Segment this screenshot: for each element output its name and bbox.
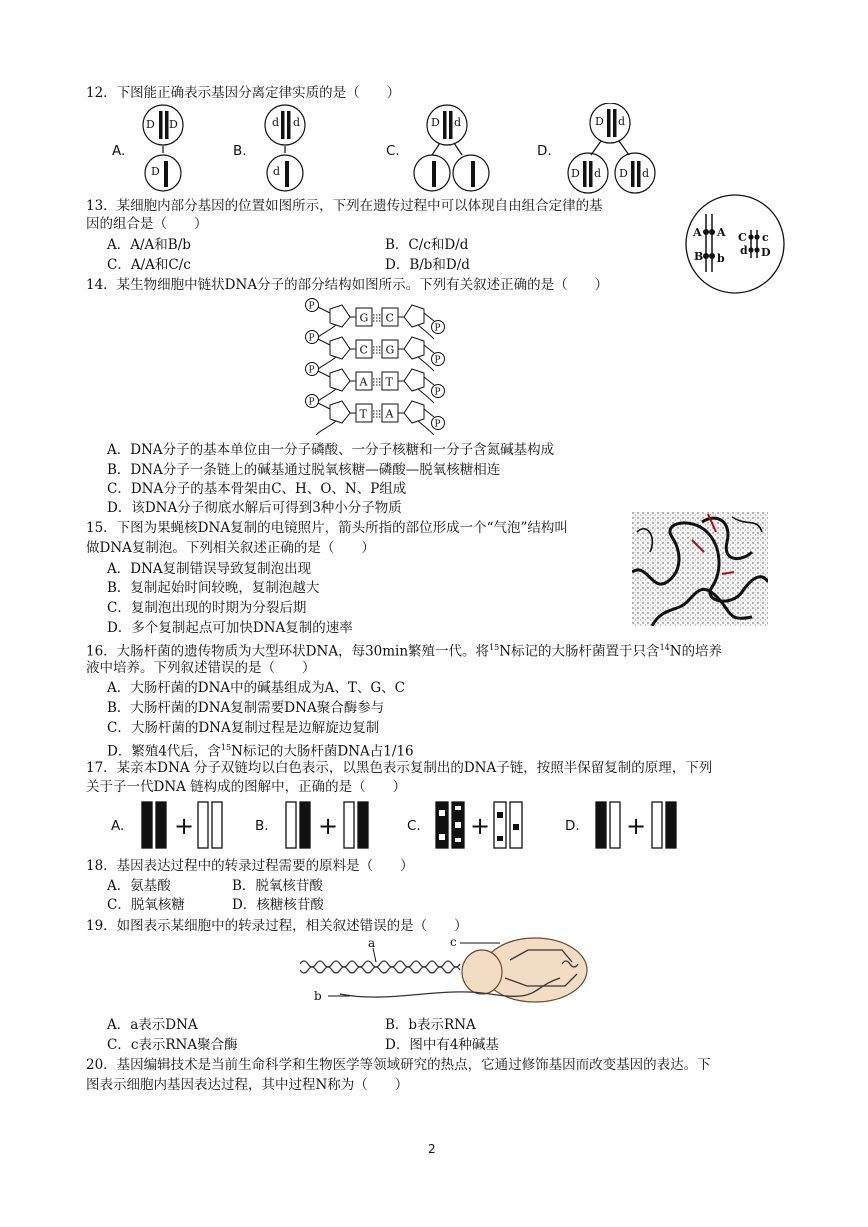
q12-figure	[125, 103, 685, 195]
q14-dna-structure	[300, 295, 450, 435]
q12-label-d-top-right: d	[618, 115, 626, 128]
q14-option-b[interactable]: B．DNA分子一条链上的碱基通过脱氧核糖—磷酸—脱氧核糖相连	[107, 462, 501, 478]
base-right-label: G	[385, 343, 395, 357]
hydrogen-bond	[373, 315, 381, 321]
q17-plus-a: +	[174, 812, 195, 840]
hydrogen-bond	[373, 347, 381, 353]
q12-label-b-top-left: d	[272, 116, 280, 129]
q15-option-c[interactable]: C．复制泡出现的时期为分裂后期	[107, 600, 307, 616]
deoxyribose-left	[330, 369, 350, 391]
q16-stem-line2: 液中培养。下列叙述错误的是（ ）	[86, 660, 316, 676]
q12-label-d-br-right: d	[642, 167, 650, 180]
page-number: 2	[428, 1142, 436, 1156]
q13-cell-figure	[680, 192, 790, 296]
hydrogen-bond	[373, 379, 381, 385]
q13-label-d2: D	[761, 246, 771, 259]
deoxyribose-left	[330, 337, 350, 359]
q15-option-d[interactable]: D．多个复制起点可加快DNA复制的速率	[107, 620, 353, 636]
q19-option-c[interactable]: C．c表示RNA聚合酶	[107, 1037, 238, 1053]
q13-label-b1: B	[694, 250, 704, 263]
q16-stem-part2: N标记的大肠杆菌置于只含	[499, 643, 660, 660]
q12-label-d-bl-right: d	[594, 167, 602, 180]
deoxyribose-right	[404, 401, 424, 423]
q12-stem: 12．下图能正确表示基因分离定律实质的是（ ）	[86, 85, 401, 101]
base-right-label: T	[385, 375, 393, 389]
phosphate-right-label: P	[434, 355, 441, 366]
base-left-label: G	[359, 311, 369, 325]
q17-option-b[interactable]: B.	[255, 818, 269, 834]
q13-stem-line1: 13．某细胞内部分基因的位置如图所示，下列在遗传过程中可以体现自由组合定律的基	[86, 198, 603, 214]
q14-stem: 14．某生物细胞中链状DNA分子的部分结构如图所示。下列有关叙述正确的是（ ）	[86, 277, 609, 293]
q13-label-c1: C	[738, 231, 747, 244]
q19-label-b: b	[314, 989, 322, 1003]
q18-option-d[interactable]: D．核糖核苷酸	[232, 897, 324, 913]
hydrogen-bond	[373, 411, 381, 417]
q19-transcription-figure	[300, 934, 590, 1010]
q13-stem-line2: 因的组合是（ ）	[86, 216, 208, 232]
q16-option-a[interactable]: A．大肠杆菌的DNA中的碱基组成为A、T、G、C	[107, 680, 406, 696]
phosphate-left-label: P	[308, 333, 315, 344]
q17-stem-line1: 17．某亲本DNA 分子双链均以白色表示，以黑色表示复制出的DNA子链，按照半保留复制的原理，下列	[86, 760, 713, 776]
q16-option-d[interactable]	[107, 739, 414, 761]
q16-sup-14: 14	[659, 643, 670, 652]
deoxyribose-right	[404, 369, 424, 391]
q17-option-d[interactable]: D.	[565, 818, 580, 834]
q13-option-b[interactable]: B．C/c和D/d	[385, 237, 469, 253]
base-right-label: C	[385, 311, 394, 325]
q12-label-a-top-right: D	[169, 118, 178, 131]
q17-stem-line2: 关于子一代DNA 链构成的图解中，正确的是（ ）	[86, 779, 407, 795]
phosphate-left-label: P	[308, 397, 315, 408]
phosphate-right-label: P	[434, 323, 441, 334]
q12-label-a-top-left: D	[146, 118, 155, 131]
q13-label-a2: A	[717, 226, 726, 239]
q14-option-c[interactable]: C．DNA分子的基本骨架由C、H、O、N、P组成	[107, 481, 407, 497]
q12-label-c-top-left: D	[431, 116, 440, 129]
q19-option-d[interactable]: D．图中有4种碱基	[385, 1037, 499, 1053]
q19-label-c: c	[450, 935, 457, 949]
q12-label-d-br-left: D	[619, 167, 628, 180]
base-left-label: T	[359, 407, 367, 421]
q20-stem-line2: 图表示细胞内基因表达过程，其中过程N称为（ ）	[86, 1077, 409, 1093]
q15-option-a[interactable]: A．DNA复制错误导致复制泡出现	[107, 561, 312, 577]
phosphate-left-label: P	[308, 301, 315, 312]
phosphate-right-label: P	[434, 419, 441, 430]
q15-em-photo	[632, 512, 768, 626]
q18-stem: 18．基因表达过程中的转录过程需要的原料是（ ）	[86, 858, 414, 874]
q16-option-d-part2: N标记的大肠杆菌DNA占1/16	[231, 743, 414, 760]
base-left-label: C	[359, 343, 368, 357]
phosphate-right-label: P	[434, 387, 441, 398]
q17-figure	[140, 800, 680, 850]
q15-option-b[interactable]: B．复制起始时间较晚，复制泡越大	[107, 580, 320, 596]
q16-stem-part1: 16．大肠杆菌的遗传物质为大型环状DNA，每30min繁殖一代。将	[86, 643, 490, 660]
q19-stem: 19．如图表示某细胞中的转录过程，相关叙述错误的是（ ）	[86, 918, 468, 934]
q17-plus-b: +	[318, 812, 339, 840]
deoxyribose-right	[404, 305, 424, 327]
q16-stem-part3: N的培养	[669, 643, 723, 660]
q16-stem-line1	[86, 639, 722, 661]
q18-option-c[interactable]: C．脱氧核糖	[107, 897, 185, 913]
q14-option-d[interactable]: D．该DNA分子彻底水解后可得到3种小分子物质	[107, 500, 402, 516]
q13-label-a1: A	[693, 226, 702, 239]
base-right-label: A	[385, 407, 394, 421]
q13-label-b2: b	[717, 252, 725, 265]
q13-label-d1: d	[740, 244, 748, 257]
q13-label-c2: c	[762, 231, 769, 244]
q13-option-c[interactable]: C．A/A和C/c	[107, 257, 191, 273]
base-left-label: A	[359, 375, 368, 389]
deoxyribose-left	[330, 305, 350, 327]
q15-stem-line1: 15．下图为果蝇核DNA复制的电镜照片，箭头所指的部位形成一个“气泡”结构叫	[86, 520, 568, 536]
phosphate-left-label: P	[308, 365, 315, 376]
q12-label-b-top-right: d	[293, 116, 301, 129]
q12-label-b-bottom: d	[273, 165, 281, 178]
q14-option-a[interactable]: A．DNA分子的基本单位由一分子磷酸、一分子核糖和一分子含氮碱基构成	[107, 442, 555, 458]
q13-option-d[interactable]: D．B/b和D/d	[385, 257, 470, 273]
q16-option-d-part1: D．繁殖4代后，含	[107, 743, 221, 760]
q12-label-a-bottom: D	[151, 165, 160, 178]
q16-sup-15: 15	[489, 643, 500, 652]
q19-option-b[interactable]: B．b表示RNA	[385, 1017, 476, 1033]
q17-option-c[interactable]: C.	[407, 818, 421, 834]
deoxyribose-left	[330, 401, 350, 423]
q18-option-a[interactable]: A．氨基酸	[107, 878, 171, 894]
q17-plus-d: +	[626, 812, 647, 840]
q12-option-c[interactable]: C.	[386, 143, 400, 159]
q15-stem-line2: 做DNA复制泡。下列相关叙述正确的是（ ）	[86, 540, 375, 556]
q17-plus-c: +	[470, 812, 491, 840]
deoxyribose-right	[404, 337, 424, 359]
q18-option-b[interactable]: B．脱氧核苷酸	[232, 878, 323, 894]
q12-option-a[interactable]: A.	[112, 143, 126, 159]
q13-option-a[interactable]: A．A/A和B/b	[107, 237, 191, 253]
q12-label-d-top-left: D	[595, 115, 604, 128]
q20-stem-line1: 20．基因编辑技术是当前生命科学和生物医学等领域研究的热点，它通过修饰基因而改变基因的表达。下	[86, 1057, 711, 1073]
q16-option-c[interactable]: C．大肠杆菌的DNA复制过程是边解旋边复制	[107, 720, 380, 736]
q12-option-d[interactable]: D.	[537, 143, 552, 159]
q12-label-d-bl-left: D	[571, 167, 580, 180]
q19-label-a: a	[368, 936, 376, 950]
q12-option-b[interactable]: B.	[233, 143, 247, 159]
q17-option-a[interactable]: A.	[111, 818, 125, 834]
q12-label-c-top-right: d	[454, 116, 462, 129]
q16-option-d-sup: 15	[220, 743, 232, 752]
q19-option-a[interactable]: A．a表示DNA	[107, 1017, 198, 1033]
q16-option-b[interactable]: B．大肠杆菌的DNA复制需要DNA聚合酶参与	[107, 700, 385, 716]
